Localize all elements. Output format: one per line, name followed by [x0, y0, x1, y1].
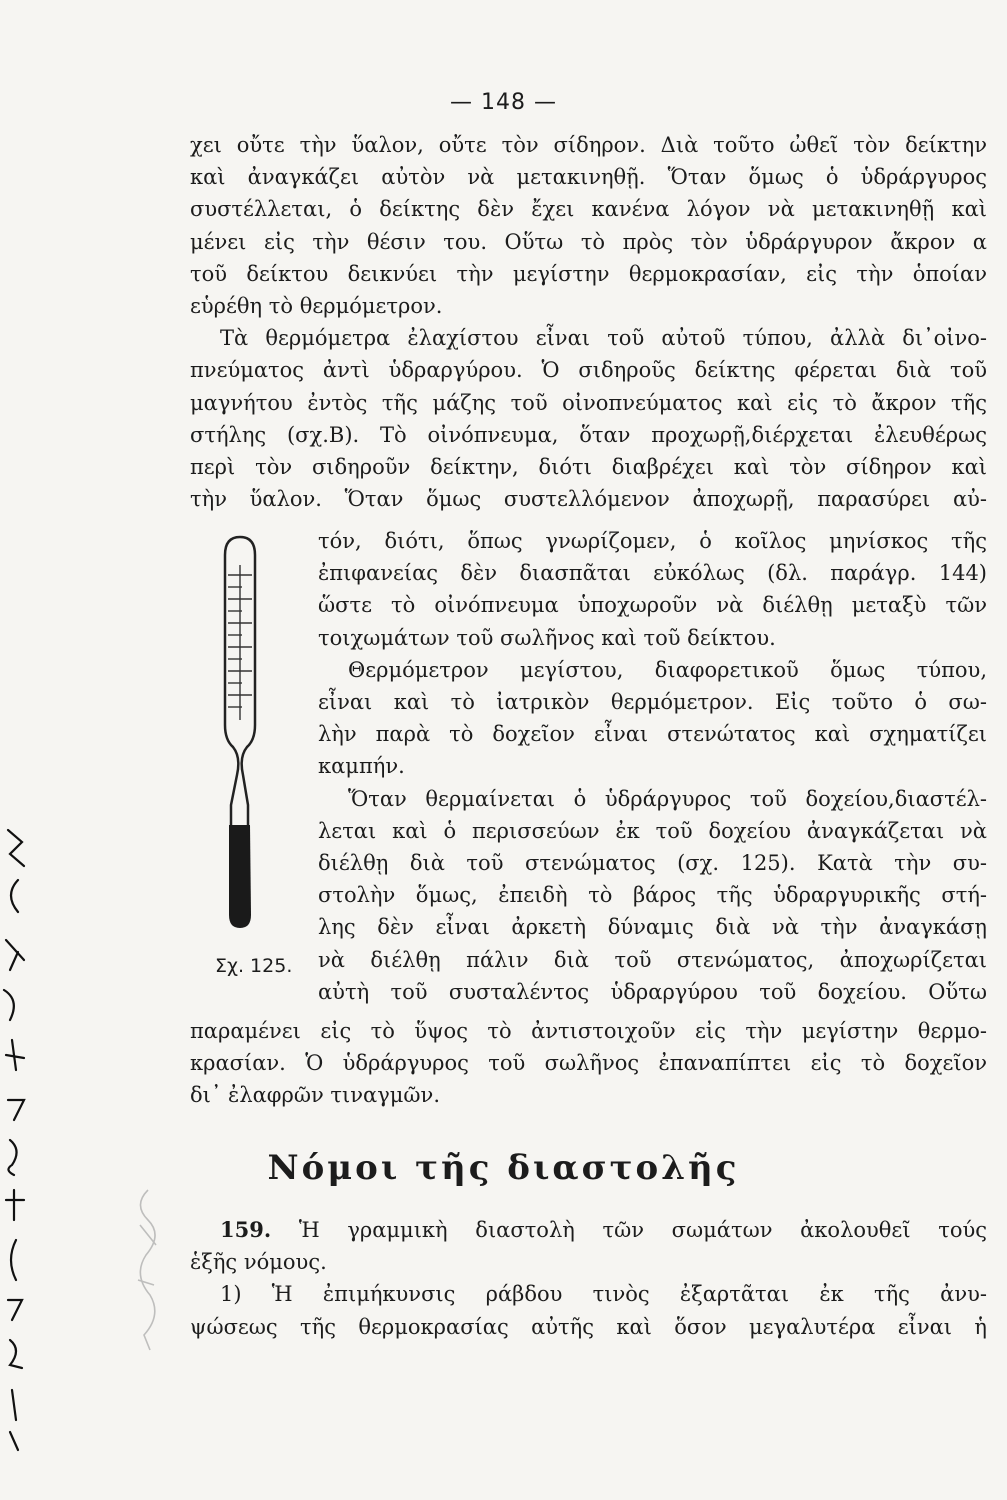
text-line: πνεύματος ἀντὶ ὑδραργύρου. Ὁ σιδηροῦς δείκτης φέρεται διὰ τοῦ: [190, 358, 987, 383]
section-first-line: Ἡ γραμμικὴ διαστολὴ τῶν σωμάτων ἀκολουθεῖ τούς: [298, 1218, 987, 1242]
text-line: νὰ διέλθῃ πάλιν διὰ τοῦ στενώματος, ἀποχωρίζεται: [318, 947, 987, 972]
text-line: διέλθῃ διὰ τοῦ στενώματος (σχ. 125). Κατὰ τὴν συ-: [318, 851, 987, 876]
text-line: δι᾿ ἐλαφρῶν τιναγμῶν.: [190, 1083, 440, 1108]
page-number: — 148 —: [450, 90, 557, 115]
bottom-paragraph: [190, 1015, 987, 1112]
text-line: τὴν ὕαλον. Ὅταν ὅμως συστελλόμενον ἀποχωρῇ, παρασύρει αὐ-: [190, 487, 987, 512]
text-line: τόν, διότι, ὅπως γνωρίζομεν, ὁ κοῖλος μηνίσκος τῆς: [318, 529, 987, 553]
text-line: καμπήν.: [318, 754, 405, 779]
text-line: συστέλλεται, ὁ δείκτης δὲν ἔχει κανένα λόγον νὰ μετακινηθῇ καὶ: [190, 197, 987, 222]
top-paragraph: [190, 129, 987, 515]
text-line: περὶ τὸν σιδηροῦν δείκτην, διότι διαβρέχει καὶ τὸν σίδηρον καὶ: [190, 455, 987, 480]
section-heading: Νόμοι τῆς διαστολῆς: [267, 1148, 740, 1188]
section-number: 159.: [220, 1217, 272, 1242]
text-line: 1) Ἡ ἐπιμήκυνσις ράβδου τινὸς ἐξαρτᾶται ἐκ τῆς ἀνυ-: [220, 1282, 987, 1307]
text-line: μαγνήτου ἐντὸς τῆς μάζης τοῦ οἰνοπνεύματος καὶ εἰς τὸ ἄκρον τῆς: [190, 390, 987, 415]
text-line: Τὰ θερμόμετρα ἐλαχίστου εἶναι τοῦ αὐτοῦ τύπου, ἀλλὰ δι᾿οἰνο-: [220, 326, 987, 351]
text-line: καὶ ἀναγκάζει αὐτὸν νὰ μετακινηθῇ. Ὅταν ὅμως ὁ ὑδράργυρος: [190, 165, 987, 190]
text-line: τοιχωμάτων τοῦ σωλῆνος καὶ τοῦ δείκτου.: [318, 625, 776, 650]
text-line: στολὴν ὅμως, ἐπειδὴ τὸ βάρος τῆς ὑδραργυρικῆς στή-: [318, 883, 987, 908]
mercury-bulb: [229, 825, 251, 928]
text-line: ἐπιφανείας δὲν διασπᾶται εὐκόλως (δλ. παράγρ. 144): [318, 561, 987, 586]
text-line: στήλης (σχ.Β). Τὸ οἰνόπνευμα, ὅταν προχωρῇ,διέρχεται ἐλευθέρως: [190, 422, 987, 447]
text-line: κρασίαν. Ὁ ὑδράργυρος τοῦ σωλῆνος ἐπαναπίπτει εἰς τὸ δοχεῖον: [190, 1051, 987, 1076]
text-line: παραμένει εἰς τὸ ὕψος τὸ ἀντιστοιχοῦν εἰς τὴν μεγίστην θερμο-: [190, 1019, 987, 1043]
text-line: αὐτὴ τοῦ συσταλέντος ὑδραργύρου τοῦ δοχείου. Οὕτω: [318, 979, 987, 1004]
text-line: Ὅταν θερμαίνεται ὁ ὑδράργυρος τοῦ δοχείου,διαστέλ-: [348, 786, 987, 811]
text-line: ἑξῆς νόμους.: [190, 1250, 327, 1275]
text-line: [190, 1214, 987, 1246]
text-line: μένει εἰς τὴν θέσιν του. Οὕτω τὸ πρὸς τὸν ὑδράργυρον ἄκρον α: [190, 229, 987, 254]
section-159: [190, 1214, 987, 1343]
text-line: ὥστε τὸ οἰνόπνευμα ὑποχωροῦν νὰ διέλθῃ μεταξὺ τῶν: [318, 593, 987, 618]
pencil-mark: [128, 1185, 168, 1355]
text-line: εἶναι καὶ τὸ ἰατρικὸν θερμόμετρον. Εἰς τοῦτο ὁ σω-: [318, 690, 987, 715]
thermometer-scale: [228, 565, 252, 720]
text-line: λεται καὶ ὁ περισσεύων ἐκ τοῦ δοχείου ἀναγκάζεται νὰ: [318, 818, 987, 843]
text-line: τοῦ δείκτου δεικνύει τὴν μεγίστην θερμοκρασίαν, εἰς τὴν ὁποίαν: [190, 261, 987, 286]
thermometer-figure: [215, 535, 265, 930]
text-line: χει οὔτε τὴν ὕαλον, οὔτε τὸν σίδηρον. Διὰ τοῦτο ὠθεῖ τὸν δείκτην: [190, 133, 987, 157]
text-line: λὴν παρὰ τὸ δοχεῖον εἶναι στενώτατος καὶ σχηματίζει: [318, 722, 987, 747]
text-line: λης δὲν εἶναι ἀρκετὴ δύναμις διὰ νὰ τὴν ἀναγκάσῃ: [318, 915, 987, 940]
text-line: εὑρέθη τὸ θερμόμετρον.: [190, 294, 443, 319]
text-line: Θερμόμετρον μεγίστου, διαφορετικοῦ ὅμως τύπου,: [348, 657, 987, 682]
side-paragraph: [318, 525, 987, 1008]
figure-caption: Σχ. 125.: [215, 955, 293, 977]
text-line: ψώσεως τῆς θερμοκρασίας αὐτῆς καὶ ὅσον μεγαλυτέρα εἶναι ἡ: [190, 1314, 987, 1339]
margin-handwriting: [0, 820, 30, 1460]
